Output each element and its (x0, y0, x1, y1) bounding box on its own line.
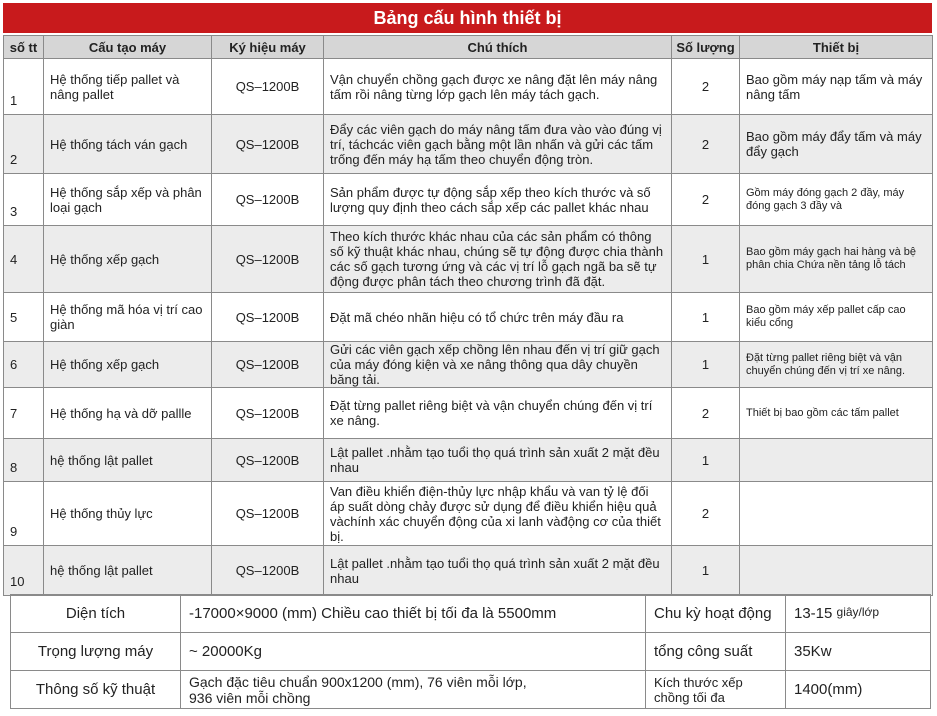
row-note: Theo kích thước khác nhau của các sản phẩm có thông số kỹ thuật khác nhau, chúng sẽ tự động được chia thành các số gạch tương ứng và các vị trí lỗ gạch ngã ba sẽ tự động được phân tách theo chương trình đã đặt. (324, 226, 672, 293)
table-row (4, 293, 933, 342)
table-row (4, 226, 933, 293)
row-device: Bao gồm máy xếp pallet cấp cao kiểu cổng (740, 293, 933, 342)
row-code: QS–1200B (212, 293, 324, 342)
spec-row (11, 633, 931, 671)
row-qty: 1 (672, 439, 740, 482)
cycle-value: 13-15 (794, 605, 833, 622)
row-code: QS–1200B (212, 226, 324, 293)
row-no: 6 (4, 342, 44, 388)
stack-label-line-1: Kích thước xếp (654, 674, 743, 690)
row-device: Bao gồm máy gạch hai hàng và bệ phân chia Chứa nền tảng lỗ tách (740, 226, 933, 293)
row-device: Gồm máy đóng gạch 2 đầy, máy đóng gạch 3 đầy và (740, 174, 933, 226)
row-device: Bao gồm máy đẩy tấm và máy đẩy gạch (740, 115, 933, 174)
area-value: -17000×9000 (mm) Chiều cao thiết bị tối đa là 5500mm (181, 595, 646, 633)
spec-row (11, 671, 931, 709)
row-part: hệ thống lật pallet (44, 546, 212, 596)
row-note: Đặt mã chéo nhãn hiệu có tổ chức trên máy đầu ra (324, 293, 672, 342)
row-device: Thiết bị bao gồm các tấm pallet (740, 388, 933, 439)
row-part: Hệ thống xếp gạch (44, 226, 212, 293)
row-part: Hệ thống thủy lực (44, 482, 212, 546)
stack-label (646, 671, 786, 709)
row-no: 9 (4, 482, 44, 546)
row-no: 2 (4, 115, 44, 174)
row-note: Đặt từng pallet riêng biệt và vận chuyển chúng đến vị trí xe nâng. (324, 388, 672, 439)
row-device: Đặt từng pallet riêng biệt và vận chuyển chúng đến vị trí xe nâng. (740, 342, 933, 388)
row-part: Hệ thống tiếp pallet và nâng pallet (44, 59, 212, 115)
row-device (740, 546, 933, 596)
row-note: Vận chuyển chồng gạch được xe nâng đặt lên máy nâng tấm rồi nâng từng lớp gạch lên máy tách gạch. (324, 59, 672, 115)
table-header-row (4, 36, 933, 59)
row-part: Hệ thống hạ và dỡ pallle (44, 388, 212, 439)
row-device: Bao gồm máy nạp tấm và máy nâng tấm (740, 59, 933, 115)
tech-value-line-2: 936 viên mỗi chồng (189, 689, 311, 706)
row-note: Lật pallet .nhằm tạo tuổi thọ quá trình sản xuất 2 mặt đều nhau (324, 439, 672, 482)
row-part: Hệ thống tách ván gạch (44, 115, 212, 174)
row-code: QS–1200B (212, 115, 324, 174)
row-note: Gửi các viên gạch xếp chồng lên nhau đến vị trí giữ gạch của máy đóng kiện và xe nâng thông qua dây chuyền băng tải. (324, 342, 672, 388)
table-row (4, 388, 933, 439)
area-label: Diện tích (11, 595, 181, 633)
row-qty: 1 (672, 226, 740, 293)
row-no: 8 (4, 439, 44, 482)
row-code: QS–1200B (212, 342, 324, 388)
row-qty: 2 (672, 59, 740, 115)
row-qty: 1 (672, 546, 740, 596)
table-row (4, 342, 933, 388)
tech-value-line-1: Gạch đặc tiêu chuẩn 900x1200 (mm), 76 viên mỗi lớp, (189, 673, 527, 690)
header-part: Cấu tạo máy (44, 36, 212, 59)
header-device: Thiết bị (740, 36, 933, 59)
row-note: Lật pallet .nhằm tạo tuổi thọ quá trình sản xuất 2 mặt đều nhau (324, 546, 672, 596)
row-code: QS–1200B (212, 174, 324, 226)
table-title: Bảng cấu hình thiết bị (3, 3, 932, 33)
table-row (4, 174, 933, 226)
row-code: QS–1200B (212, 59, 324, 115)
row-no: 5 (4, 293, 44, 342)
row-no: 4 (4, 226, 44, 293)
tech-value (181, 671, 646, 709)
table-row (4, 115, 933, 174)
row-device (740, 439, 933, 482)
cycle-value-cell (786, 595, 931, 633)
header-code: Ký hiệu máy (212, 36, 324, 59)
row-qty: 2 (672, 482, 740, 546)
row-code: QS–1200B (212, 546, 324, 596)
row-part: Hệ thống xếp gạch (44, 342, 212, 388)
header-note: Chú thích (324, 36, 672, 59)
equipment-table (3, 35, 933, 596)
cycle-label: Chu kỳ hoạt động (646, 595, 786, 633)
table-row (4, 482, 933, 546)
row-no: 10 (4, 546, 44, 596)
spec-table (10, 594, 931, 709)
weight-value: ~ 20000Kg (181, 633, 646, 671)
row-code: QS–1200B (212, 482, 324, 546)
row-qty: 1 (672, 293, 740, 342)
row-note: Sản phẩm được tự động sắp xếp theo kích thước và số lượng quy định theo cách sắp xếp các pallet khác nhau (324, 174, 672, 226)
table-row (4, 546, 933, 596)
row-code: QS–1200B (212, 439, 324, 482)
row-qty: 2 (672, 174, 740, 226)
power-label: tổng công suất (646, 633, 786, 671)
row-part: Hệ thống mã hóa vị trí cao giàn (44, 293, 212, 342)
cycle-unit: giây/lớp (836, 605, 880, 619)
stack-value: 1400(mm) (786, 671, 931, 709)
weight-label: Trọng lượng máy (11, 633, 181, 671)
row-part: Hệ thống sắp xếp và phân loại gạch (44, 174, 212, 226)
stack-label-line-2: chồng tối đa (654, 689, 725, 705)
tech-label: Thông số kỹ thuật (11, 671, 181, 709)
row-no: 7 (4, 388, 44, 439)
row-qty: 2 (672, 388, 740, 439)
table-row (4, 439, 933, 482)
spec-row (11, 595, 931, 633)
header-no: số tt (4, 36, 44, 59)
row-device (740, 482, 933, 546)
row-no: 3 (4, 174, 44, 226)
row-no: 1 (4, 59, 44, 115)
header-qty: Số lượng (672, 36, 740, 59)
row-note: Van điều khiển điện-thủy lực nhập khẩu và van tỷ lệ đối áp suất dòng chảy được sử dụng để điều khiển hiệu quả vàchính xác chuyển động của xi lanh vàđộng cơ của thiết bị. (324, 482, 672, 546)
table-row (4, 59, 933, 115)
power-value: 35Kw (786, 633, 931, 671)
row-note: Đẩy các viên gạch do máy nâng tấm đưa vào vào đúng vị trí, táchcác viên gạch bằng một lần nhấn và gửi các tấm trống đến máy hạ tấm theo chuyển động tròn. (324, 115, 672, 174)
row-code: QS–1200B (212, 388, 324, 439)
row-part: hệ thống lật pallet (44, 439, 212, 482)
row-qty: 1 (672, 342, 740, 388)
row-qty: 2 (672, 115, 740, 174)
